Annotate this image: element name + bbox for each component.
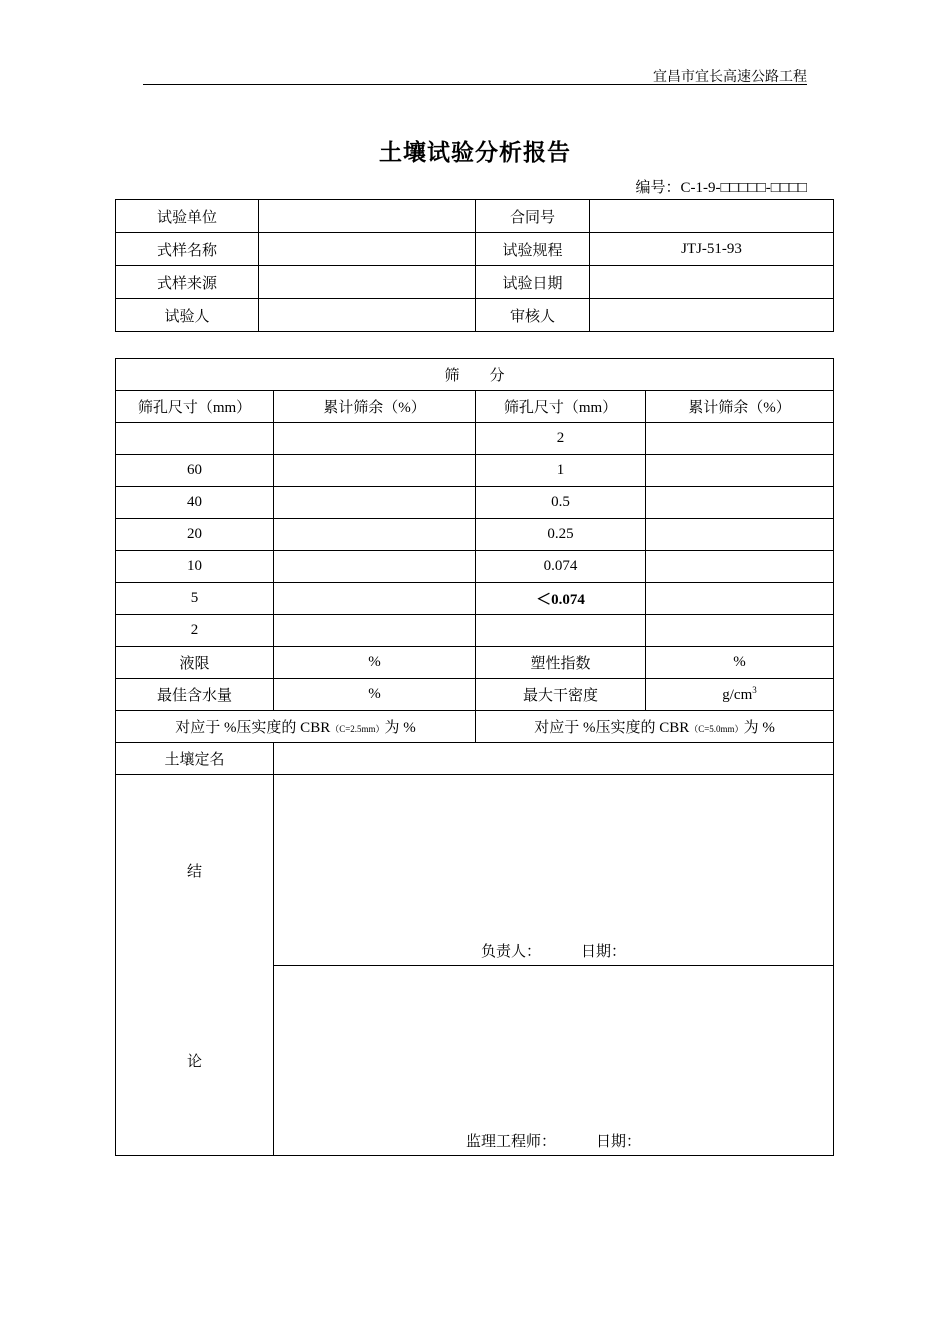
reviewer-value[interactable] [590,299,834,332]
cum-right-value[interactable] [646,615,834,647]
cbr-subscript: （C=5.0mm） [689,724,744,734]
sieve-size-left: 2 [116,615,274,647]
sieve-size-left [116,423,274,455]
sieve-size-left: 20 [116,519,274,551]
date-label: 日期： [596,1134,642,1150]
cum-right-value[interactable] [646,487,834,519]
reviewer-label: 审核人 [476,299,590,332]
contractor-conclusion-area[interactable] [274,775,834,966]
cum-left-value[interactable] [274,423,476,455]
cbr-suffix: 为 % [384,720,416,736]
soil-name-label: 土壤定名 [116,743,274,775]
col-sieve-size-left: 筛孔尺寸（mm） [116,391,274,423]
cbr-5-0mm-cell[interactable] [476,711,834,743]
sieve-size-left: 60 [116,455,274,487]
table-row [116,455,834,487]
cbr-prefix: 对应于 %压实度的 CBR [175,720,331,736]
cum-left-value[interactable] [274,551,476,583]
cum-right-value[interactable] [646,583,834,615]
sieve-size-left: 10 [116,551,274,583]
table-row [116,487,834,519]
test-unit-value[interactable] [259,200,476,233]
optimum-water-value[interactable]: % [274,679,476,711]
test-spec-value: JTJ-51-93 [590,233,834,266]
sieve-size-right [476,615,646,647]
contract-value[interactable] [590,200,834,233]
sieve-size-right: 1 [476,455,646,487]
sample-source-label: 式样来源 [116,266,259,299]
cum-right-value[interactable] [646,551,834,583]
info-table [115,199,834,332]
optimum-water-label: 最佳含水量 [116,679,274,711]
sieve-size-left: 5 [116,583,274,615]
conclusion-label-bottom: 论 [186,1053,202,1070]
table-row [116,615,834,647]
tester-label: 试验人 [116,299,259,332]
col-sieve-size-right: 筛孔尺寸（mm） [476,391,646,423]
supervisor-signature-line [274,1130,833,1155]
sieve-size-right: ＜0.074 [476,583,646,615]
table-row [116,423,834,455]
cbr-prefix: 对应于 %压实度的 CBR [534,720,690,736]
date-label: 日期： [581,943,627,960]
sieve-size-right: 2 [476,423,646,455]
supervisor-conclusion-area[interactable] [274,965,834,1156]
header-rule [143,84,807,85]
test-date-value[interactable] [590,266,834,299]
sieve-analysis-table [115,358,834,1156]
soil-name-value[interactable] [274,743,834,775]
col-cum-right: 累计筛余（%） [646,391,834,423]
max-dry-density-label: 最大干密度 [476,679,646,711]
sample-name-label: 式样名称 [116,233,259,266]
cbr-2-5mm-cell[interactable] [116,711,476,743]
contract-label: 合同号 [476,200,590,233]
sieve-size-right: 0.5 [476,487,646,519]
cum-right-value[interactable] [646,519,834,551]
supervisor-label: 监理工程师： [465,1134,556,1150]
test-date-label: 试验日期 [476,266,590,299]
sieve-title: 筛 分 [116,359,834,391]
sample-name-value[interactable] [259,233,476,266]
project-header: 宜昌市宜长高速公路工程 [653,70,807,85]
conclusion-label-top: 结 [186,863,202,880]
test-spec-label: 试验规程 [476,233,590,266]
cbr-subscript: （C=2.5mm） [330,724,385,734]
cum-left-value[interactable] [274,455,476,487]
conclusion-label [116,775,274,1156]
document-number: 编号：C-1-9-□□□□□-□□□□ [635,180,807,196]
max-dry-density-value[interactable] [646,679,834,711]
sieve-size-left: 40 [116,487,274,519]
cum-right-value[interactable] [646,423,834,455]
page-title: 土壤试验分析报告 [379,140,571,165]
liquid-limit-label: 液限 [116,647,274,679]
cum-left-value[interactable] [274,487,476,519]
sample-source-value[interactable] [259,266,476,299]
density-unit: g/cm [722,687,753,703]
plasticity-index-label: 塑性指数 [476,647,646,679]
cbr-suffix: 为 % [743,720,775,736]
cum-left-value[interactable] [274,615,476,647]
table-row [116,583,834,615]
sieve-size-right: 0.25 [476,519,646,551]
contractor-signature-line [274,940,833,965]
cum-left-value[interactable] [274,583,476,615]
cum-right-value[interactable] [646,455,834,487]
sieve-size-right: 0.074 [476,551,646,583]
density-unit-exponent: 3 [752,685,757,695]
table-row [116,551,834,583]
cum-left-value[interactable] [274,519,476,551]
test-unit-label: 试验单位 [116,200,259,233]
col-cum-left: 累计筛余（%） [274,391,476,423]
responsible-label: 负责人： [480,943,541,960]
table-row [116,519,834,551]
plasticity-index-value[interactable]: % [646,647,834,679]
tester-value[interactable] [259,299,476,332]
liquid-limit-value[interactable]: % [274,647,476,679]
